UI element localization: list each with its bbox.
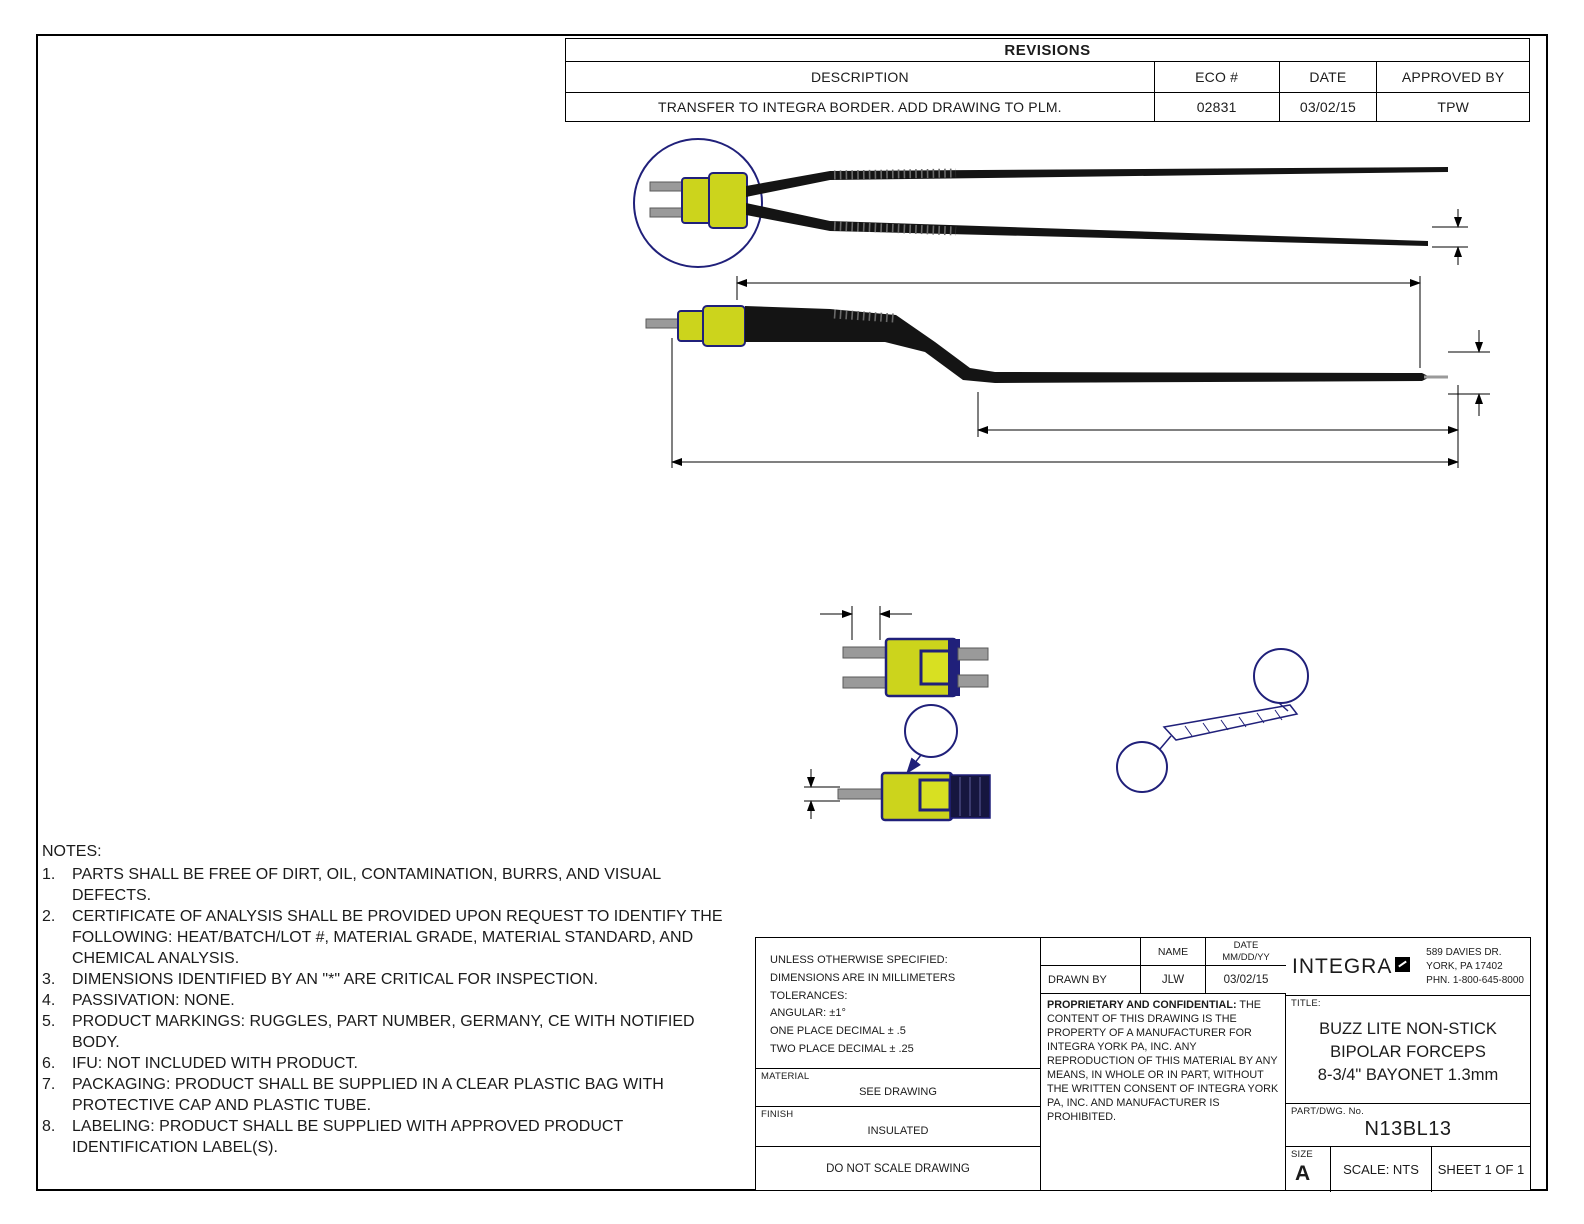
proprietary-title: PROPRIETARY AND CONFIDENTIAL:	[1047, 999, 1237, 1011]
drawn-by-date: 03/02/15	[1206, 966, 1286, 994]
note-item: 8. LABELING: PRODUCT SHALL BE SUPPLIED WITH APPROVED PRODUCT IDENTIFICATION LABEL(S).	[42, 1118, 623, 1156]
revisions-header-eco: ECO #	[1155, 62, 1280, 92]
company-cell	[1286, 938, 1530, 996]
note-item: 2. CERTIFICATE OF ANALYSIS SHALL BE PROVIDED UPON REQUEST TO IDENTIFY THE FOLLOWING: HEAT/BATCH/LOT #, MATERIAL GRADE, MATERIAL STANDARD, AND CHEMICAL ANALYSIS.	[42, 908, 723, 967]
drawn-by-label: DRAWN BY	[1041, 966, 1141, 994]
company-address: 589 DAVIES DR. YORK, PA 17402 PHN. 1-800-645-8000	[1426, 946, 1524, 986]
size-value: A	[1295, 1162, 1311, 1185]
note-item: 4. PASSIVATION: NONE.	[42, 992, 235, 1009]
material-cell	[756, 1069, 1041, 1107]
revisions-header-approved: APPROVED BY	[1401, 69, 1505, 85]
revision-description: TRANSFER TO INTEGRA BORDER. ADD DRAWING TO PLM.	[566, 93, 1155, 121]
part-number: N13BL13	[1364, 1118, 1452, 1140]
finish-cell	[756, 1107, 1041, 1147]
notes-section	[42, 841, 734, 1158]
material-value: SEE DRAWING	[859, 1085, 937, 1098]
revision-date: 03/02/15	[1280, 93, 1378, 121]
scale-cell: SCALE: NTS	[1331, 1147, 1432, 1192]
date-header-cell: DATE MM/DD/YY	[1206, 938, 1286, 966]
proprietary-notice	[1041, 994, 1286, 1191]
revisions-table	[565, 38, 1530, 122]
do-not-scale-cell: DO NOT SCALE DRAWING	[756, 1147, 1041, 1191]
revisions-title: REVISIONS	[566, 39, 1529, 62]
size-cell	[1286, 1147, 1331, 1192]
finish-label: FINISH	[761, 1109, 794, 1120]
note-item: 1. PARTS SHALL BE FREE OF DIRT, OIL, CONTAMINATION, BURRS, AND VISUAL DEFECTS.	[42, 866, 661, 904]
revisions-header-description: DESCRIPTION	[566, 62, 1155, 92]
finish-value: INSULATED	[867, 1124, 929, 1137]
size-label: SIZE	[1291, 1149, 1313, 1160]
title-label: TITLE:	[1291, 998, 1321, 1009]
drawn-by-name: JLW	[1141, 966, 1206, 994]
name-header-cell: NAME	[1141, 938, 1206, 966]
note-item: 6. IFU: NOT INCLUDED WITH PRODUCT.	[42, 1055, 358, 1072]
meta-blank-cell	[1041, 938, 1141, 966]
revisions-header-row	[566, 62, 1529, 93]
drawing-title: BUZZ LITE NON-STICK BIPOLAR FORCEPS 8-3/4" BAYONET 1.3mm	[1317, 1020, 1499, 1085]
integra-logo: INTEGRA	[1292, 955, 1410, 979]
note-item: 5. PRODUCT MARKINGS: RUGGLES, PART NUMBER, GERMANY, CE WITH NOTIFIED BODY.	[42, 1013, 695, 1051]
note-item: 7. PACKAGING: PRODUCT SHALL BE SUPPLIED IN A CLEAR PLASTIC BAG WITH PROTECTIVE CAP AND PLASTIC TUBE.	[42, 1076, 664, 1114]
integra-logo-mark	[1395, 957, 1410, 972]
revision-approved: TPW	[1437, 99, 1470, 115]
drawing-title-cell	[1286, 996, 1530, 1104]
note-item: 3. DIMENSIONS IDENTIFIED BY AN "*" ARE CRITICAL FOR INSPECTION.	[42, 971, 599, 988]
material-label: MATERIAL	[761, 1071, 810, 1082]
revisions-data-row	[566, 93, 1529, 121]
proprietary-body: THE CONTENT OF THIS DRAWING IS THE PROPERTY OF A MANUFACTURER FOR INTEGRA YORK PA, INC. ANY REPRODUCTION OF THIS MATERIAL BY ANY MEANS, IN WHOLE OR IN PART, WITHOUT THE WRITTEN CONSENT OF INTEGRA YORK PA, INC. AND MANUFACTURER IS PROHIBITED.	[1047, 999, 1279, 1124]
sheet-cell: SHEET 1 OF 1	[1437, 1162, 1525, 1177]
notes-title: NOTES:	[42, 843, 102, 860]
part-number-cell	[1286, 1104, 1530, 1147]
part-label: PART/DWG. No.	[1291, 1106, 1364, 1117]
title-block	[755, 937, 1531, 1191]
revision-eco: 02831	[1155, 93, 1280, 121]
revisions-header-date: DATE	[1280, 62, 1378, 92]
tolerances-cell: UNLESS OTHERWISE SPECIFIED: DIMENSIONS ARE IN MILLIMETERS TOLERANCES: ANGULAR: ±1° ONE PLACE DECIMAL ± .5 TWO PLACE DECIMAL ± .25	[756, 938, 1041, 1069]
